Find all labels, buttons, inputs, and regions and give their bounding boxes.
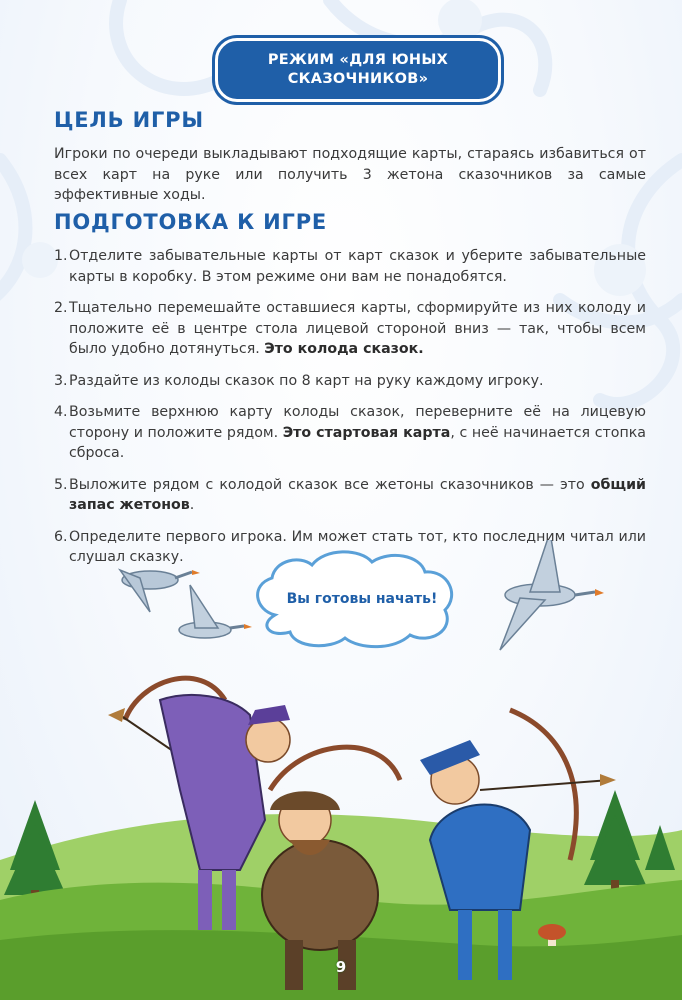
step-4 — [54, 402, 646, 464]
page-number: 9 — [335, 958, 347, 976]
step-1 — [54, 246, 646, 287]
step-text: Раздайте из колоды сказок по 8 карт на руку каждому игроку. — [69, 372, 544, 389]
goose-2 — [179, 585, 252, 638]
step-5 — [54, 475, 646, 516]
goose-3 — [500, 540, 604, 650]
step-2 — [54, 298, 646, 360]
goal-heading: ЦЕЛЬ ИГРЫ — [54, 108, 204, 132]
step-text: Возьмите верхнюю карту колоды сказок, переверните её на лицевую сторону и положите рядом. Это стартовая карта, с неё начинается стопка сброса. — [69, 404, 646, 461]
preparation-heading: ПОДГОТОВКА К ИГРЕ — [54, 210, 328, 234]
step-number: 3. — [54, 372, 68, 389]
mode-badge — [215, 38, 501, 102]
mode-badge-line-2: СКАЗОЧНИКОВ» — [287, 71, 429, 87]
step-number: 1. — [54, 248, 68, 264]
goose-1 — [120, 570, 200, 612]
step-text: Определите первого игрока. Им может стать тот, кто последним читал или слушал сказку. — [69, 528, 646, 565]
step-number: 6. — [54, 528, 68, 545]
step-text: Тщательно перемешайте оставшиеся карты, сформируйте из них колоду и положите её в центре стола лицевой стороной вниз — так, чтобы всем было удобно дотянуться. Это колода сказок. — [69, 300, 646, 357]
step-number: 5. — [54, 476, 68, 493]
illustration-scene — [0, 540, 682, 1000]
step-3 — [54, 371, 646, 392]
mode-badge-line-1: РЕЖИМ «ДЛЯ ЮНЫХ — [267, 52, 449, 68]
preparation-steps — [54, 246, 646, 579]
step-text: Выложите рядом с колодой сказок все жетоны сказочников — это общий запас жетонов. — [69, 476, 646, 513]
step-text: Отделите забывательные карты от карт сказок и уберите забывательные карты в коробку. В этом режиме они вам не понадобятся. — [69, 248, 646, 285]
step-number: 2. — [54, 300, 68, 316]
step-number: 4. — [54, 404, 68, 420]
speech-bubble-text: Вы готовы начать! — [286, 591, 438, 607]
goal-paragraph: Игроки по очереди выкладывают подходящие карты, стараясь избавиться от всех карт на руке или получить 3 жетона сказочников за самые эффективные ходы. — [54, 146, 646, 203]
